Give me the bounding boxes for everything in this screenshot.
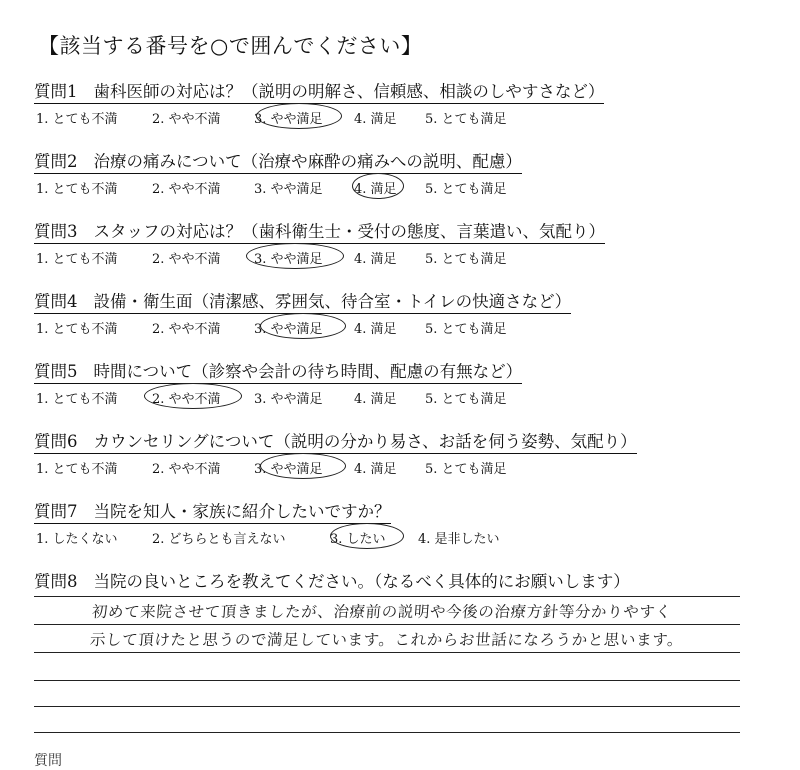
option-3[interactable]: 3. やや満足	[254, 182, 323, 197]
question-text: 設備・衛生面（清潔感、雰囲気、待合室・トイレの快適さなど）	[93, 292, 572, 311]
option-4[interactable]: 4. 満足	[354, 392, 397, 407]
question-text: 時間について（診察や会計の待ち時間、配慮の有無など）	[93, 362, 523, 381]
answer-circle	[260, 453, 346, 479]
answer-circle	[256, 103, 342, 129]
question-8	[34, 568, 630, 592]
option-1[interactable]: 1. とても不満	[36, 112, 118, 127]
options-row	[34, 528, 500, 548]
option-2[interactable]: 2. やや不満	[152, 462, 221, 477]
option-1[interactable]: 1. とても不満	[36, 462, 118, 477]
option-5[interactable]: 5. とても満足	[425, 112, 507, 127]
question-number: 質問5	[34, 362, 78, 381]
question-3	[34, 218, 605, 268]
option-5[interactable]: 5. とても満足	[425, 252, 507, 267]
handwritten-answer-line-1: 初めて来院させて頂きましたが、治療前の説明や今後の治療方針等分かりやすく	[91, 603, 673, 621]
question-4	[34, 288, 571, 338]
option-4[interactable]: 4. 満足	[354, 322, 397, 337]
next-question-partial: 質問	[34, 753, 62, 769]
options-row	[34, 318, 571, 338]
question-6	[34, 428, 637, 478]
question-1	[34, 78, 604, 128]
question-2	[34, 148, 522, 198]
answer-rule	[34, 680, 740, 681]
option-1[interactable]: 1. とても不満	[36, 322, 118, 337]
handwritten-answer-line-2: 示して頂けたと思うので満足しています。これからお世話になろうかと思います。	[89, 631, 684, 649]
option-2[interactable]: 2. やや不満	[152, 252, 221, 267]
answer-circle	[246, 243, 344, 269]
question-number: 質問4	[34, 292, 78, 311]
option-4[interactable]: 4. 満足	[354, 462, 397, 477]
option-1[interactable]: 1. とても不満	[36, 182, 118, 197]
option-3[interactable]: 3. やや満足	[254, 462, 323, 477]
option-2[interactable]: 2. やや不満	[152, 322, 221, 337]
question-text: 治療の痛みについて（治療や麻酔の痛みへの説明、配慮）	[93, 152, 522, 171]
options-row	[34, 108, 604, 128]
option-4[interactable]: 4. 満足	[354, 112, 397, 127]
option-4[interactable]: 4. 満足	[354, 252, 397, 267]
option-3[interactable]: 3. したい	[330, 532, 386, 547]
answer-rule	[34, 596, 740, 597]
options-row	[34, 458, 637, 478]
option-2[interactable]: 2. やや不満	[152, 392, 221, 407]
question-text: 当院を知人・家族に紹介したいですか？	[93, 502, 391, 521]
option-1[interactable]: 1. したくない	[36, 532, 118, 547]
page-title: 【該当する番号を○で囲んでください】	[38, 34, 423, 58]
options-row	[34, 248, 605, 268]
option-5[interactable]: 5. とても満足	[425, 462, 507, 477]
answer-circle	[352, 173, 404, 199]
question-number: 質問3	[34, 222, 78, 241]
answer-circle	[144, 383, 242, 409]
option-5[interactable]: 5. とても満足	[425, 322, 507, 337]
question-number: 質問6	[34, 432, 78, 451]
option-2[interactable]: 2. やや不満	[152, 112, 221, 127]
answer-rule	[34, 732, 740, 733]
question-number: 質問8	[34, 572, 78, 591]
options-row	[34, 388, 522, 408]
question-text: 歯科医師の対応は？（説明の明解さ、信頼感、相談のしやすさなど）	[93, 82, 605, 101]
option-2[interactable]: 2. どちらとも言えない	[152, 532, 286, 547]
option-3[interactable]: 3. やや満足	[254, 392, 323, 407]
question-text: カウンセリングについて（説明の分かり易さ、お話を伺う姿勢、気配り）	[93, 432, 637, 451]
question-number: 質問1	[34, 82, 78, 101]
option-4[interactable]: 4. 満足	[354, 182, 397, 197]
option-1[interactable]: 1. とても不満	[36, 252, 118, 267]
question-5	[34, 358, 522, 408]
question-text: 当院の良いところを教えてください。（なるべく具体的にお願いします）	[93, 572, 630, 591]
question-7	[34, 498, 500, 548]
question-number: 質問7	[34, 502, 78, 521]
question-text: スタッフの対応は？（歯科衛生士・受付の態度、言葉遣い、気配り）	[93, 222, 605, 241]
option-3[interactable]: 3. やや満足	[254, 112, 323, 127]
question-number: 質問2	[34, 152, 78, 171]
options-row	[34, 178, 522, 198]
answer-rule	[34, 706, 740, 707]
answer-rule	[34, 624, 740, 625]
answer-circle	[260, 313, 346, 339]
option-5[interactable]: 5. とても満足	[425, 182, 507, 197]
answer-circle	[330, 523, 404, 549]
answer-rule	[34, 652, 740, 653]
option-3[interactable]: 3. やや満足	[254, 252, 323, 267]
option-4[interactable]: 4. 是非したい	[418, 532, 500, 547]
option-5[interactable]: 5. とても満足	[425, 392, 507, 407]
option-3[interactable]: 3. やや満足	[254, 322, 323, 337]
option-2[interactable]: 2. やや不満	[152, 182, 221, 197]
option-1[interactable]: 1. とても不満	[36, 392, 118, 407]
